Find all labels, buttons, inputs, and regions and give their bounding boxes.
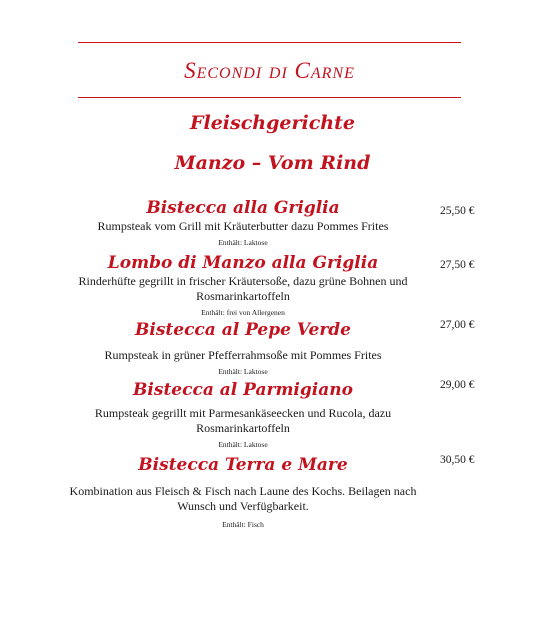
item-description: Rumpsteak gegrillt mit Parmesankäseecken und Rucola, dazu Rosmarinkartoffeln <box>94 406 392 435</box>
item-allergens: Enthält: Fisch <box>222 520 264 529</box>
menu-item-bistecca-terra-e-mare <box>62 455 424 530</box>
item-name: Bistecca alla Griglia <box>146 198 340 218</box>
item-description: Rumpsteak vom Grill mit Kräuterbutter dazu Pommes Frites <box>97 219 389 233</box>
menu-item-bistecca-alla-griglia <box>62 198 424 248</box>
item-price: 25,50 € <box>440 205 475 217</box>
item-price: 30,50 € <box>440 454 475 466</box>
item-allergens: Enthält: Laktose <box>218 367 268 376</box>
category-heading: Fleischgerichte <box>190 112 355 134</box>
menu-item-bistecca-al-pepe-verde <box>62 320 424 377</box>
bottom-divider <box>78 97 461 98</box>
item-description: Kombination aus Fleisch & Fisch nach Laune des Kochs. Beilagen nach Wunsch und Verfügbarkeit. <box>69 484 417 513</box>
subcategory-heading: Manzo – Vom Rind <box>174 152 371 174</box>
item-name: Bistecca Terra e Mare <box>138 455 348 475</box>
item-allergens: Enthält: Laktose <box>218 238 268 247</box>
item-description: Rumpsteak in grüner Pfefferrahmsoße mit Pommes Frites <box>104 348 382 362</box>
item-name: Lombo di Manzo alla Griglia <box>107 253 379 273</box>
item-description: Rinderhüfte gegrillt in frischer Kräutersoße, dazu grüne Bohnen und Rosmarinkartoffeln <box>78 274 408 303</box>
item-allergens: Enthält: frei von Allergenen <box>201 308 285 317</box>
item-price: 27,00 € <box>440 319 475 331</box>
item-name: Bistecca al Parmigiano <box>133 380 353 400</box>
menu-item-lombo-di-manzo <box>62 253 424 318</box>
section-title: Secondi di Carne <box>184 58 355 83</box>
item-price: 27,50 € <box>440 259 475 271</box>
top-divider <box>78 42 461 43</box>
item-allergens: Enthält: Laktose <box>218 440 268 449</box>
item-price: 29,00 € <box>440 379 475 391</box>
item-name: Bistecca al Pepe Verde <box>135 320 351 340</box>
menu-item-bistecca-al-parmigiano <box>62 380 424 450</box>
